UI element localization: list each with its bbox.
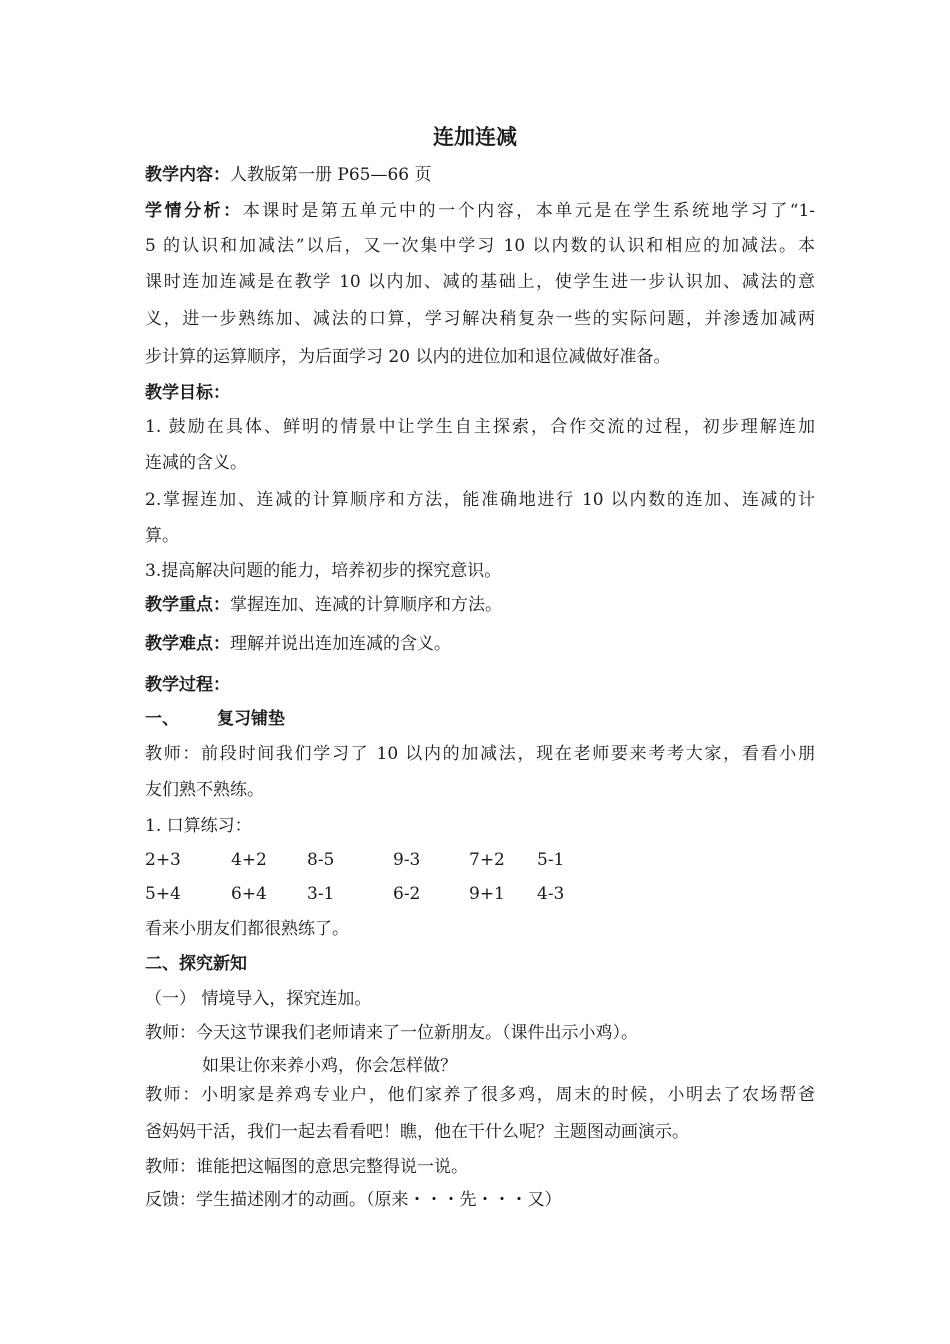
difficulty-label: 教学难点： (145, 634, 230, 654)
analysis-line-3: 课时连加连减是在教学 10 以内加、减的基础上，使学生进一步认识加、减法的意 (145, 272, 815, 292)
section1-line-1: 教师：前段时间我们学习了 10 以内的加减法，现在老师要来考考大家，看看小朋 (145, 744, 815, 764)
teacher-line-3: 教师：谁能把这幅图的意思完整得说一说。 (145, 1157, 468, 1177)
document-title: 连加连减 (433, 124, 517, 149)
goals-line-4: 算。 (145, 526, 179, 546)
key-point-line (145, 589, 815, 621)
goals-label: 教学目标： (145, 383, 230, 403)
teacher-line-2a: 教师：小明家是养鸡专业户，他们家养了很多鸡，周末的时候，小明去了农场帮爸 (145, 1085, 815, 1105)
feedback-line: 反馈：学生描述刚才的动画。（原来・・・先・・・又） (145, 1190, 562, 1210)
exercise-label: 1. 口算练习： (145, 816, 252, 836)
content-label: 教学内容： (145, 165, 230, 185)
exercise-item: 2+3 (145, 850, 181, 870)
section1-closing: 看来小朋友们都很熟练了。 (145, 919, 349, 939)
analysis-label: 学情分析： (145, 201, 243, 221)
exercise-item: 4+2 (231, 850, 267, 870)
analysis-line-4: 义，进一步熟练加、减法的口算，学习解决稍复杂一些的实际问题，并渗透加减两 (145, 309, 815, 329)
section1-title: 复习铺垫 (217, 709, 285, 729)
teacher-line-2b: 爸妈妈干活，我们一起去看看吧！瞧，他在干什么呢？主题图动画演示。 (145, 1122, 689, 1142)
section2-sub1: （一） 情境导入，探究连加。 (145, 989, 372, 1009)
exercise-item: 4-3 (537, 884, 565, 904)
exercise-item: 8-5 (307, 850, 335, 870)
analysis-line-1 (145, 195, 815, 227)
exercise-item: 9+1 (469, 884, 505, 904)
goals-line-1: 1. 鼓励在具体、鲜明的情景中让学生自主探索，合作交流的过程，初步理解连加 (145, 417, 815, 437)
goals-line-2: 连减的含义。 (145, 453, 247, 473)
exercise-item: 6-2 (393, 884, 421, 904)
key-point-label: 教学重点： (145, 595, 230, 615)
exercise-item: 3-1 (307, 884, 335, 904)
exercise-item: 5-1 (537, 850, 565, 870)
section2-heading: 二、探究新知 (145, 954, 247, 974)
difficulty-line (145, 628, 815, 660)
exercise-item: 9-3 (393, 850, 421, 870)
process-label: 教学过程： (145, 675, 230, 695)
analysis-line-5: 步计算的运算顺序，为后面学习 20 以内的进位加和退位减做好准备。 (145, 347, 671, 367)
exercise-item: 6+4 (231, 884, 267, 904)
teacher-line-1-cont: 如果让你来养小鸡，你会怎样做？ (202, 1056, 457, 1076)
content-line (145, 159, 815, 191)
difficulty-text: 理解并说出连加连减的含义。 (230, 634, 451, 654)
section1-line-2: 友们熟不熟练。 (145, 780, 264, 800)
goals-line-5: 3.提高解决问题的能力，培养初步的探究意识。 (145, 561, 502, 581)
teacher-line-1: 教师：今天这节课我们老师请来了一位新朋友。（课件出示小鸡）。 (145, 1023, 638, 1043)
content-text: 人教版第一册 P65—66 页 (230, 165, 432, 185)
goals-line-3: 2.掌握连加、连减的计算顺序和方法，能准确地进行 10 以内数的连加、连减的计 (145, 490, 815, 510)
analysis-line-2: 5 的认识和加减法”以后，又一次集中学习 10 以内数的认识和相应的加减法。本 (145, 236, 815, 256)
key-point-text: 掌握连加、连减的计算顺序和方法。 (230, 595, 502, 615)
section1-heading (145, 703, 815, 735)
exercise-item: 5+4 (145, 884, 181, 904)
analysis-text-1: 本课时是第五单元中的一个内容，本单元是在学生系统地学习了“1- (242, 201, 816, 221)
exercise-item: 7+2 (469, 850, 505, 870)
section1-number: 一、 (145, 709, 179, 729)
